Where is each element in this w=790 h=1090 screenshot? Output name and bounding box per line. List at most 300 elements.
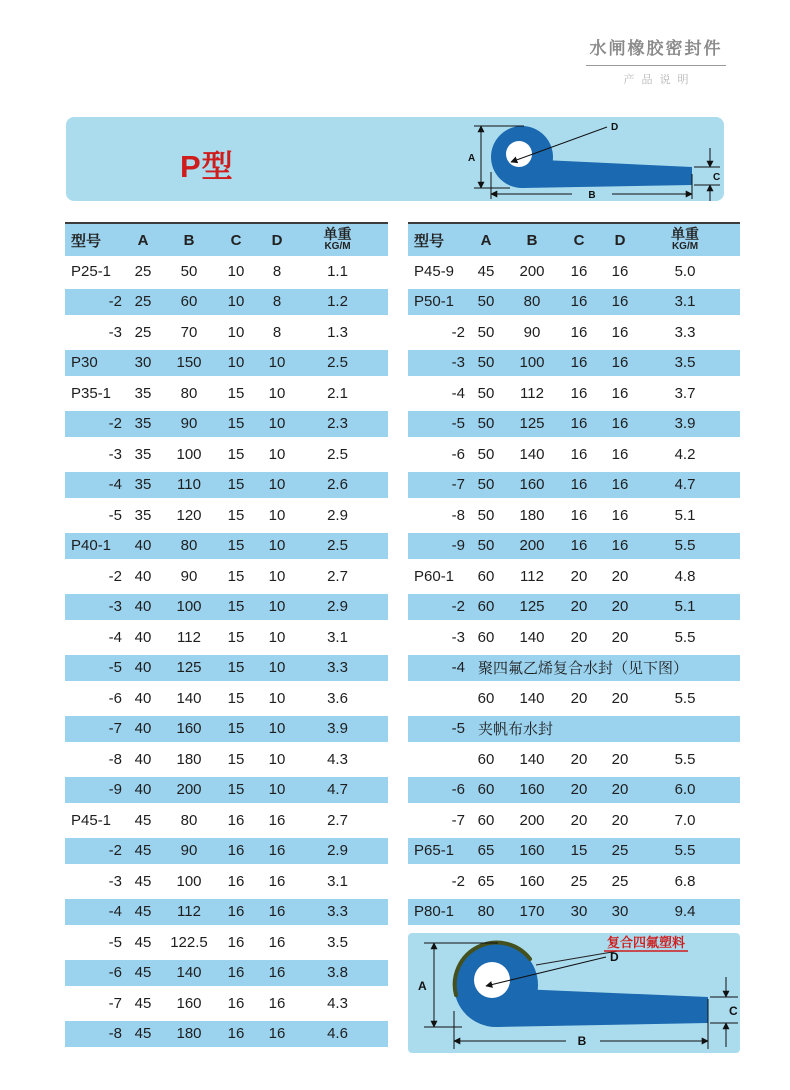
cell-note: 聚四氟乙烯复合水封（见下图） — [478, 660, 689, 678]
cell-d: 8 — [272, 323, 282, 341]
cell-b: 100 — [176, 872, 202, 890]
seal-hole — [506, 141, 532, 167]
table-row — [408, 714, 740, 745]
dim-label-b: B — [588, 190, 596, 201]
cell-weight: 3.5 — [327, 933, 348, 951]
cell-c: 16 — [570, 293, 588, 311]
cell-model: -3 — [108, 598, 122, 616]
cell-d: 16 — [611, 537, 629, 555]
series-banner — [66, 117, 724, 201]
cell-model: P25-1 — [71, 262, 112, 280]
cell-a: 60 — [477, 689, 495, 707]
cell-d: 16 — [268, 964, 286, 982]
cell-b: 150 — [176, 354, 202, 372]
cell-d: 8 — [272, 262, 282, 280]
col-header-model: 型号 — [414, 232, 445, 250]
cell-a: 40 — [134, 567, 152, 585]
cell-model: P60-1 — [414, 567, 455, 585]
cell-d: 10 — [268, 415, 286, 433]
cell-model: -5 — [451, 720, 465, 738]
cell-b: 112 — [520, 384, 544, 402]
col-header-weight — [297, 227, 388, 252]
cell-model: -8 — [108, 750, 122, 768]
cell-a: 40 — [134, 659, 152, 677]
cell-a: 35 — [134, 445, 152, 463]
cell-a: 40 — [134, 781, 152, 799]
col-header-b: B — [526, 231, 538, 249]
table-row — [408, 470, 740, 501]
cell-a: 60 — [477, 750, 495, 768]
table-row — [65, 470, 388, 501]
cell-b: 112 — [177, 903, 201, 921]
cell-a: 40 — [134, 628, 152, 646]
cell-a: 50 — [477, 384, 495, 402]
cell-c: 15 — [227, 384, 245, 402]
cell-b: 125 — [176, 659, 202, 677]
cell-model: -5 — [108, 933, 122, 951]
cell-a: 60 — [477, 628, 495, 646]
cell-c: 16 — [227, 872, 245, 890]
cell-weight: 2.9 — [327, 598, 348, 616]
cell-b: 180 — [176, 750, 202, 768]
cell-d: 20 — [611, 781, 629, 799]
cell-weight: 2.6 — [327, 476, 348, 494]
cell-weight: 2.5 — [327, 445, 348, 463]
cell-d: 16 — [611, 323, 629, 341]
cell-model: P80-1 — [414, 903, 455, 921]
cell-a: 35 — [134, 506, 152, 524]
cell-model: -6 — [108, 964, 122, 982]
cell-d: 10 — [268, 781, 286, 799]
composite-p-profile-diagram — [408, 933, 740, 1053]
cell-c: 15 — [227, 659, 245, 677]
cell-b: 60 — [180, 293, 198, 311]
weight-unit-label: KG/M — [671, 241, 699, 253]
cell-d: 10 — [268, 476, 286, 494]
cell-weight: 2.7 — [327, 811, 348, 829]
table-row — [65, 500, 388, 531]
cell-b: 140 — [519, 689, 545, 707]
cell-weight: 3.6 — [327, 689, 348, 707]
cell-model: P40-1 — [71, 537, 112, 555]
cell-note: 夹帆布水封 — [478, 721, 554, 739]
cell-c: 16 — [227, 903, 245, 921]
cell-weight: 3.1 — [327, 628, 348, 646]
cell-model: -2 — [451, 598, 465, 616]
cell-c: 15 — [227, 689, 245, 707]
cell-c: 16 — [227, 842, 245, 860]
cell-b: 112 — [177, 628, 201, 646]
cell-model: -8 — [108, 1025, 122, 1043]
cell-b: 160 — [519, 872, 545, 890]
cell-b: 90 — [180, 842, 198, 860]
cell-weight: 1.3 — [327, 323, 348, 341]
table-row — [65, 592, 388, 623]
cell-d: 16 — [268, 842, 286, 860]
table-row — [408, 317, 740, 348]
cell-b: 80 — [180, 811, 198, 829]
cell-model: P45-9 — [414, 262, 455, 280]
brand-title: 水闸橡胶密封件 — [586, 34, 726, 66]
cell-c: 25 — [570, 872, 588, 890]
table-row — [408, 348, 740, 379]
dim-label-c: C — [713, 172, 721, 183]
cell-b: 160 — [519, 842, 545, 860]
cell-d: 20 — [611, 567, 629, 585]
cell-d: 16 — [268, 1025, 286, 1043]
cell-c: 16 — [570, 476, 588, 494]
cell-weight: 3.9 — [327, 720, 348, 738]
cell-b: 100 — [176, 598, 202, 616]
cell-c: 15 — [227, 628, 245, 646]
cell-weight: 2.1 — [327, 384, 348, 402]
cell-c: 20 — [570, 750, 588, 768]
table-row — [65, 988, 388, 1019]
cell-a: 40 — [134, 750, 152, 768]
cell-model: -7 — [108, 994, 122, 1012]
cell-d: 16 — [611, 445, 629, 463]
table-row — [65, 561, 388, 592]
cell-weight: 3.9 — [674, 415, 696, 433]
table-row — [408, 378, 740, 409]
cell-weight: 5.1 — [674, 506, 696, 524]
col-header-c: C — [573, 231, 585, 249]
table-row — [408, 897, 740, 928]
cell-d: 16 — [268, 811, 286, 829]
cell-weight: 5.0 — [674, 262, 696, 280]
cell-b: 110 — [177, 476, 201, 494]
cell-weight: 2.9 — [327, 842, 348, 860]
table-row — [65, 378, 388, 409]
cell-weight: 3.3 — [674, 323, 696, 341]
cell-d: 20 — [611, 689, 629, 707]
cell-model: -7 — [108, 720, 122, 738]
cell-a: 45 — [134, 994, 152, 1012]
cell-a: 50 — [477, 476, 495, 494]
cell-weight: 5.1 — [674, 598, 696, 616]
cell-weight: 3.1 — [327, 872, 348, 890]
weight-unit-label: KG/M — [324, 241, 351, 253]
cell-model: -4 — [108, 476, 122, 494]
cell-a: 40 — [134, 689, 152, 707]
cell-d: 20 — [611, 811, 629, 829]
cell-d: 25 — [611, 842, 629, 860]
table-row — [408, 561, 740, 592]
table-row — [65, 1019, 388, 1050]
cell-b: 80 — [180, 537, 198, 555]
cell-weight: 7.0 — [674, 811, 696, 829]
p-profile-diagram — [464, 117, 724, 201]
coating-label: 复合四氟塑料 — [606, 935, 686, 950]
table-row — [65, 836, 388, 867]
cell-a: 45 — [134, 903, 152, 921]
cell-a: 35 — [134, 415, 152, 433]
cell-b: 90 — [180, 415, 198, 433]
cell-d: 25 — [611, 872, 629, 890]
table-row — [65, 775, 388, 806]
cell-d: 8 — [272, 293, 282, 311]
cell-d: 10 — [268, 567, 286, 585]
cell-b: 120 — [176, 506, 202, 524]
cell-b: 180 — [176, 1025, 202, 1043]
cell-d: 16 — [268, 872, 286, 890]
cell-a: 45 — [134, 1025, 152, 1043]
cell-d: 16 — [268, 994, 286, 1012]
table-row — [65, 805, 388, 836]
cell-d: 20 — [611, 628, 629, 646]
table-row — [408, 775, 740, 806]
cell-weight: 4.3 — [327, 750, 348, 768]
cell-model: -2 — [108, 415, 122, 433]
table-row — [65, 348, 388, 379]
cell-c: 15 — [227, 537, 245, 555]
cell-c: 15 — [227, 476, 245, 494]
spec-table-right — [408, 222, 740, 927]
table-row — [65, 744, 388, 775]
cell-c: 20 — [570, 628, 588, 646]
cell-a: 45 — [134, 964, 152, 982]
table-row — [408, 287, 740, 318]
seal-hole — [474, 962, 510, 998]
cell-b: 140 — [519, 445, 545, 463]
table-row — [408, 836, 740, 867]
spec-table-left — [65, 222, 388, 1049]
cell-c: 20 — [570, 811, 588, 829]
cell-a: 25 — [134, 293, 152, 311]
table-row — [408, 500, 740, 531]
cell-b: 170 — [519, 903, 545, 921]
cell-d: 20 — [611, 598, 629, 616]
table-row — [65, 622, 388, 653]
cell-a: 45 — [477, 262, 495, 280]
table-row — [65, 653, 388, 684]
table-row — [408, 683, 740, 714]
cell-b: 140 — [519, 750, 545, 768]
cell-weight: 5.5 — [674, 537, 696, 555]
cell-d: 30 — [611, 903, 629, 921]
composite-seal-diagram-box — [408, 933, 740, 1053]
dim-label-a: A — [468, 153, 476, 164]
table-row — [408, 439, 740, 470]
cell-a: 80 — [477, 903, 495, 921]
table-row — [65, 927, 388, 958]
cell-weight: 2.5 — [327, 537, 348, 555]
cell-a: 65 — [477, 872, 495, 890]
cell-model: -3 — [108, 872, 122, 890]
cell-a: 50 — [477, 354, 495, 372]
cell-model: -6 — [108, 689, 122, 707]
cell-a: 50 — [477, 293, 495, 311]
cell-model: -3 — [451, 354, 465, 372]
cell-d: 16 — [611, 293, 629, 311]
cell-d: 10 — [268, 628, 286, 646]
col-header-d: D — [271, 231, 283, 249]
cell-a: 60 — [477, 781, 495, 799]
cell-d: 10 — [268, 720, 286, 738]
cell-weight: 5.5 — [674, 842, 696, 860]
cell-weight: 1.1 — [327, 262, 348, 280]
cell-c: 16 — [570, 506, 588, 524]
cell-model: -2 — [108, 842, 122, 860]
table-row — [408, 653, 740, 684]
cell-d: 10 — [268, 659, 286, 677]
col-header-c: C — [230, 231, 242, 249]
cell-c: 16 — [227, 964, 245, 982]
cell-b: 100 — [519, 354, 545, 372]
cell-d: 16 — [268, 933, 286, 951]
cell-a: 65 — [477, 842, 495, 860]
cell-weight: 9.4 — [674, 903, 696, 921]
brand-subtitle: 产品说明 — [623, 74, 696, 86]
cell-weight: 4.2 — [674, 445, 696, 463]
cell-model: P35-1 — [71, 384, 112, 402]
table-row — [65, 531, 388, 562]
cell-b: 125 — [519, 415, 545, 433]
col-header-a: A — [137, 231, 149, 249]
cell-weight: 2.7 — [327, 567, 348, 585]
cell-model: P65-1 — [414, 842, 455, 860]
cell-model: -6 — [451, 445, 465, 463]
table-row — [408, 256, 740, 287]
table-row — [408, 592, 740, 623]
cell-b: 140 — [176, 689, 202, 707]
weight-label: 单重 — [671, 226, 699, 243]
cell-model: P30 — [71, 354, 98, 372]
cell-model: -3 — [108, 323, 122, 341]
cell-b: 90 — [180, 567, 198, 585]
cell-b: 100 — [176, 445, 202, 463]
cell-c: 30 — [570, 903, 588, 921]
cell-b: 160 — [519, 476, 545, 494]
cell-model: -2 — [108, 293, 122, 311]
table-header — [65, 222, 388, 256]
cell-d: 10 — [268, 384, 286, 402]
cell-c: 15 — [227, 567, 245, 585]
cell-b: 80 — [523, 293, 541, 311]
cell-c: 15 — [227, 781, 245, 799]
cell-weight: 2.9 — [327, 506, 348, 524]
cell-c: 16 — [570, 537, 588, 555]
cell-model: -4 — [108, 903, 122, 921]
cell-a: 45 — [134, 842, 152, 860]
cell-a: 45 — [134, 933, 152, 951]
cell-d: 16 — [268, 903, 286, 921]
cell-c: 15 — [227, 445, 245, 463]
cell-model: -5 — [108, 659, 122, 677]
cell-model: -5 — [451, 415, 465, 433]
table-header — [408, 222, 740, 256]
cell-c: 10 — [227, 262, 245, 280]
cell-d: 10 — [268, 598, 286, 616]
cell-weight: 5.5 — [674, 689, 696, 707]
cell-b: 200 — [519, 537, 545, 555]
cell-c: 16 — [570, 262, 588, 280]
cell-d: 16 — [611, 506, 629, 524]
cell-c: 10 — [227, 323, 245, 341]
col-header-weight — [640, 227, 740, 252]
cell-weight: 6.0 — [674, 781, 696, 799]
cell-weight: 4.3 — [327, 994, 348, 1012]
cell-d: 16 — [611, 415, 629, 433]
table-row — [65, 958, 388, 989]
cell-c: 16 — [227, 933, 245, 951]
cell-model: -4 — [451, 384, 465, 402]
cell-a: 45 — [134, 872, 152, 890]
cell-model: -7 — [451, 811, 465, 829]
cell-model: -2 — [451, 872, 465, 890]
table-body-left — [65, 256, 388, 1049]
cell-b: 160 — [519, 781, 545, 799]
cell-d: 16 — [611, 476, 629, 494]
cell-b: 50 — [180, 262, 198, 280]
cell-a: 50 — [477, 506, 495, 524]
cell-a: 35 — [134, 384, 152, 402]
table-row — [65, 439, 388, 470]
cell-d: 10 — [268, 537, 286, 555]
cell-model: -2 — [451, 323, 465, 341]
table-row — [408, 866, 740, 897]
cell-b: 160 — [176, 720, 202, 738]
cell-model: -3 — [108, 445, 122, 463]
table-row — [65, 897, 388, 928]
cell-d: 10 — [268, 445, 286, 463]
table-row — [65, 287, 388, 318]
cell-b: 140 — [519, 628, 545, 646]
cell-model: -2 — [108, 567, 122, 585]
table-row — [65, 409, 388, 440]
brand-header — [586, 34, 726, 87]
cell-b: 80 — [180, 384, 198, 402]
cell-a: 50 — [477, 323, 495, 341]
dim-label-d: D — [611, 122, 619, 133]
cell-a: 25 — [134, 323, 152, 341]
cell-weight: 3.5 — [674, 354, 696, 372]
cell-weight: 6.8 — [674, 872, 696, 890]
cell-model: -6 — [451, 781, 465, 799]
cell-c: 15 — [227, 598, 245, 616]
table-row — [408, 805, 740, 836]
cell-b: 200 — [519, 811, 545, 829]
cell-d: 10 — [268, 750, 286, 768]
cell-weight: 3.8 — [327, 964, 348, 982]
cell-b: 125 — [519, 598, 545, 616]
cell-weight: 1.2 — [327, 293, 348, 311]
cell-a: 40 — [134, 720, 152, 738]
cell-a: 30 — [134, 354, 152, 372]
table-row — [65, 317, 388, 348]
cell-b: 140 — [176, 964, 202, 982]
cell-a: 40 — [134, 598, 152, 616]
cell-weight: 2.5 — [327, 354, 348, 372]
cell-d: 20 — [611, 750, 629, 768]
cell-a: 50 — [477, 537, 495, 555]
weight-label: 单重 — [323, 226, 352, 243]
table-body-right — [408, 256, 740, 927]
cell-model: -9 — [451, 537, 465, 555]
cell-weight: 5.5 — [674, 628, 696, 646]
cell-weight: 5.5 — [674, 750, 696, 768]
cell-weight: 2.3 — [327, 415, 348, 433]
cell-weight: 3.3 — [327, 903, 348, 921]
cell-b: 160 — [176, 994, 202, 1012]
table-row — [65, 683, 388, 714]
cell-a: 60 — [477, 811, 495, 829]
cell-c: 16 — [570, 323, 588, 341]
cell-d: 16 — [611, 262, 629, 280]
cell-model: -7 — [451, 476, 465, 494]
table-row — [408, 744, 740, 775]
cell-weight: 3.3 — [327, 659, 348, 677]
